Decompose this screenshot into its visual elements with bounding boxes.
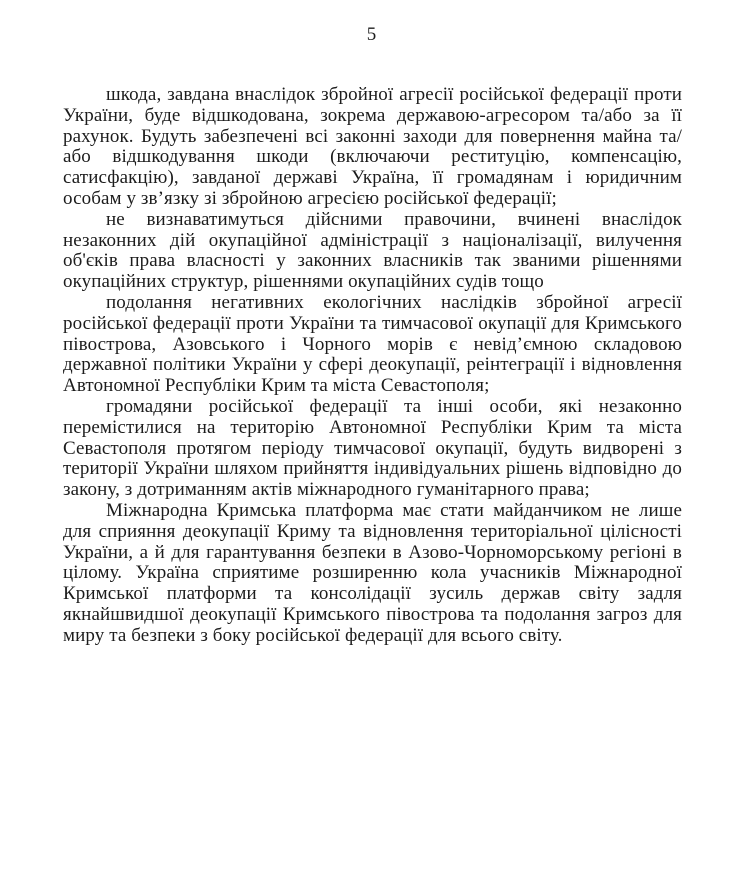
paragraph-crimea-platform: Міжнародна Кримська платформа має стати майданчиком не лише для сприяння деокупації Криму та відновлення територіальної цілісності України, а й для гарантування безпеки в Азово-Чорноморському регіоні в цілому. Україна сприятиме розширенню кола учасників Міжнародної Кримської платформи та консолідації зусиль держав світу задля якнайшвидшої деокупації Кримського півострова та подолання загроз для миру та безпеки з боку російської федерації для всього світу. [63, 499, 682, 646]
document-body [63, 85, 682, 647]
paragraph-ecological-consequences: подолання негативних екологічних наслідків збройної агресії російської федерації проти України та тимчасової окупації для Кримського півострова, Азовського і Чорного морів є невід’ємною складовою державної політики України у сфері деокупації, реінтеграції і відновлення Автономної Республіки Крим та міста Севастополя; [63, 291, 682, 397]
paragraph-damages-compensation: шкода, завдана внаслідок збройної агресії російської федерації проти України, буде відшкодована, зокрема державою-агресором та/або за її рахунок. Будуть забезпечені всі законні заходи для повернення майна та/або відшкодування шкоди (включаючи реституцію, компенсацію, сатисфакцію), завданої державі Україна, її громадянам і юридичним особам у зв’язку зі збройною агресією російської федерації; [63, 84, 682, 209]
paragraph-invalid-transactions: не визнаватимуться дійсними правочини, вчинені внаслідок незаконних дій окупаційної адміністрації з націоналізації, вилучення об'єків права власності у законних власників так званими рішеннями окупаційних структур, рішеннями окупаційних судів тощо [63, 208, 682, 293]
paragraph-citizens-expulsion: громадяни російської федерації та інші особи, які незаконно перемістилися на територію Автономної Республіки Крим та міста Севастополя протягом періоду тимчасової окупації, будуть видворені з території України шляхом прийняття індивідуальних рішень відповідно до закону, з дотриманням актів міжнародного гуманітарного права; [63, 395, 682, 501]
page-number: 5 [366, 24, 377, 45]
